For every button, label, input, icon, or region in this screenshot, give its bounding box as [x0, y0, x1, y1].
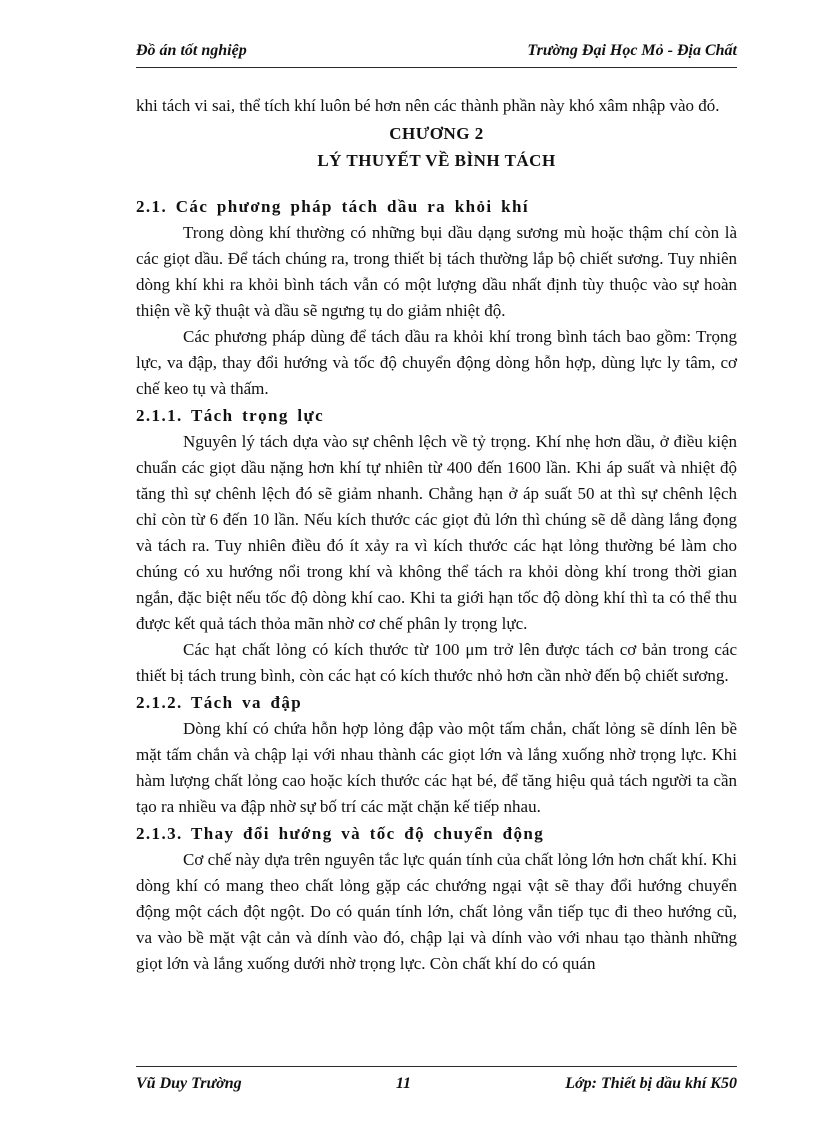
page-body: [136, 93, 737, 977]
section-heading-2-1-2: 2.1.2. Tách va đập: [136, 693, 303, 712]
page-header: [136, 42, 737, 68]
header-university-name: Trường Đại Học Mỏ - Địa Chất: [527, 42, 737, 59]
chapter-block: [136, 120, 737, 174]
header-document-title: Đồ án tốt nghiệp: [136, 42, 247, 59]
chapter-title: LÝ THUYẾT VỀ BÌNH TÁCH: [317, 151, 556, 170]
continuation-paragraph: khi tách vi sai, thể tích khí luôn bé hơn nên các thành phần này khó xâm nhập vào đó.: [136, 96, 720, 115]
footer-class-info: Lớp: Thiết bị dầu khí K50: [565, 1075, 737, 1092]
footer-author-name: Vũ Duy Trường: [136, 1075, 242, 1092]
section-heading-2-1-3: 2.1.3. Thay đổi hướng và tốc độ chuyển động: [136, 824, 545, 843]
paragraph: Cơ chế này dựa trên nguyên tắc lực quán tính của chất lỏng lớn hơn chất khí. Khi dòng khí có mang theo chất lỏng gặp các chướng ngại vật sẽ thay đổi hướng chuyển động một cách đột ngột. Do có quán tính lớn, chất lỏng vẫn tiếp tục đi theo hướng cũ, va vào bề mặt vật cản và dính vào đó, chập lại và dính vào với nhau tạo thành những giọt lớn và lắng xuống dưới nhờ trọng lực. Còn chất khí do có quán: [136, 850, 737, 973]
chapter-number: CHƯƠNG 2: [389, 124, 484, 143]
section-heading-2-1: 2.1. Các phương pháp tách dầu ra khỏi khí: [136, 197, 529, 216]
paragraph: Dòng khí có chứa hỗn hợp lỏng đập vào một tấm chắn, chất lỏng sẽ dính lên bề mặt tấm chắn và chập lại với nhau thành các giọt lớn và lắng xuống nhờ trọng lực. Khi hàm lượng chất lỏng cao hoặc kích thước các hạt bé, để tăng hiệu quả tách người ta cần tạo ra nhiều va đập nhờ sự bố trí các mặt chặn kế tiếp nhau.: [136, 719, 737, 816]
footer-page-number: 11: [395, 1075, 411, 1092]
paragraph: Các phương pháp dùng để tách dầu ra khỏi khí trong bình tách bao gồm: Trọng lực, va đập, thay đổi hướng và tốc độ chuyển động dòng hỗn hợp, dùng lực ly tâm, cơ chế keo tụ và thấm.: [136, 327, 737, 398]
page-footer: [136, 1066, 737, 1093]
paragraph: Các hạt chất lỏng có kích thước từ 100 μm trở lên được tách cơ bản trong các thiết bị tách trung bình, còn các hạt có kích thước nhỏ hơn cần nhờ đến bộ chiết sương.: [136, 640, 737, 685]
paragraph: Nguyên lý tách dựa vào sự chênh lệch về tỷ trọng. Khí nhẹ hơn dầu, ở điều kiện chuẩn các giọt dầu nặng hơn khí tự nhiên từ 400 đến 1600 lần. Khi áp suất và nhiệt độ tăng thì sự chênh lệch đó sẽ giảm nhanh. Chẳng hạn ở áp suất 50 at thì sự chênh lệch chỉ còn từ 6 đến 10 lần. Nếu kích thước các giọt đủ lớn thì chúng sẽ dễ dàng lắng đọng và tách ra. Tuy nhiên điều đó ít xảy ra vì kích thước các hạt lỏng thường bé làm cho chúng có xu hướng nổi trong khí và không thể tách ra khỏi dòng khí trong thời gian ngắn, đặc biệt nếu tốc độ dòng khí cao. Khi ta giới hạn tốc độ dòng khí thì ta có thể thu được kết quả tách thỏa mãn nhờ cơ chế phân ly trọng lực.: [136, 432, 737, 633]
paragraph: Trong dòng khí thường có những bụi dầu dạng sương mù hoặc thậm chí còn là các giọt dầu. Để tách chúng ra, trong thiết bị tách thường lắp bộ chiết sương. Tuy nhiên dòng khí khi ra khỏi bình tách vẫn có một lượng dầu nhất định tùy thuộc vào sự hoàn thiện về kỹ thuật và dầu sẽ ngưng tụ do giảm nhiệt độ.: [136, 223, 737, 320]
section-heading-2-1-1: 2.1.1. Tách trọng lực: [136, 406, 325, 425]
